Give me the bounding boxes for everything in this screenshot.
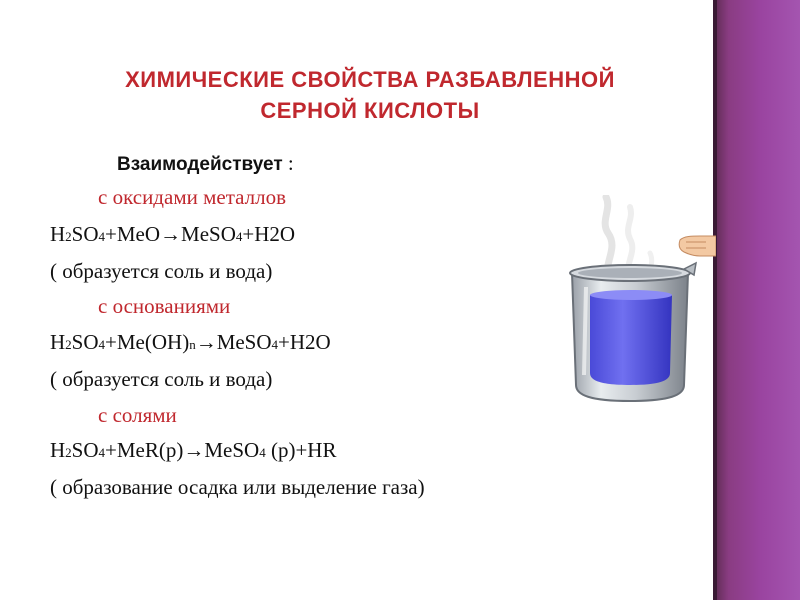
hand-icon: [676, 228, 716, 262]
slide-title: [60, 64, 680, 126]
section-1-note: ( образуется соль и вода): [50, 259, 273, 283]
section-1-equation: H2SO4+MeO→MeSO4+H2O: [50, 222, 296, 246]
section-3-note: ( образование осадка или выделение газа): [50, 475, 425, 499]
intro-bold: Взаимодействует: [117, 154, 283, 175]
title-line-2: СЕРНОЙ КИСЛОТЫ: [260, 98, 480, 123]
intro-line: [117, 151, 294, 176]
title-line-1: ХИМИЧЕСКИЕ СВОЙСТВА РАЗБАВЛЕННОЙ: [125, 67, 615, 92]
section-3-equation: H2SO4+MeR(р)→MeSO4 (р)+HR: [50, 438, 337, 462]
section-2-heading: с основаниями: [98, 294, 231, 318]
intro-rest: :: [282, 151, 294, 175]
section-3-heading: с солями: [98, 403, 177, 427]
section-2-note: ( образуется соль и вода): [50, 367, 273, 391]
section-1-heading: с оксидами металлов: [98, 185, 287, 209]
section-2-equation: H2SO4+Me(OH)n→MeSO4+H2O: [50, 330, 331, 354]
decorative-sidebar: [713, 0, 800, 600]
